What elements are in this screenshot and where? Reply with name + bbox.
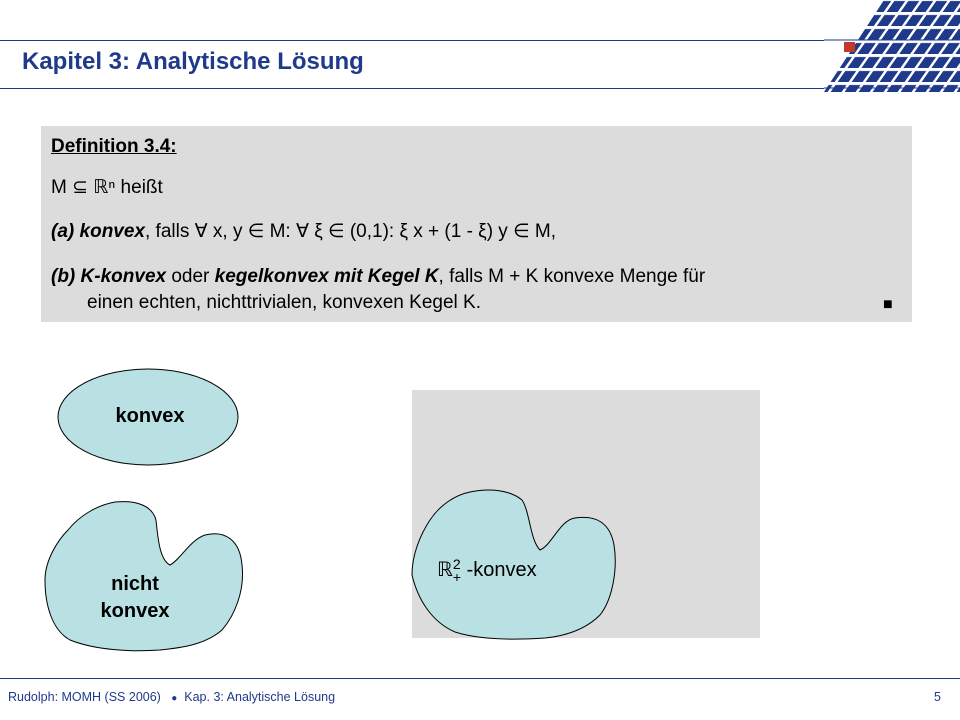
item-a-text: , falls ∀ x, y ∈ M: ∀ ξ ∈ (0,1): ξ x + (1 - ξ) y ∈ M, [145,221,557,242]
qed-symbol: ■ [883,296,893,313]
footer-rule [0,678,960,679]
item-b-mid: oder [166,266,215,287]
rplus-text: -konvex [461,559,537,581]
definition-item-b-cont: einen echten, nichttrivialen, konvexen Kegel K. [87,292,481,313]
footer-author: Rudolph: MOMH (SS 2006) [8,690,161,704]
item-a-label: (a) [51,221,75,242]
rplus-convex-label [437,557,537,584]
item-a-term: konvex [79,221,145,242]
convex-label: konvex [115,405,185,427]
footer-bullet: ● [171,693,178,704]
item-b-label: (b) [51,266,76,287]
definition-intro-text: M ⊆ ℝⁿ heißt [51,177,163,198]
footer-left [8,690,335,704]
rplus-sup: 2 [452,555,461,572]
nonconvex-label-line2: konvex [100,600,170,622]
page-number: 5 [934,690,941,704]
item-b-text: , falls M + K konvexe Menge für [438,266,706,287]
rplus-sub: + [452,568,462,585]
nonconvex-label-line1: nicht [111,573,159,595]
page-title: Kapitel 3: Analytische Lösung [22,48,364,75]
item-b-term1: K-konvex [80,266,167,287]
item-b-term2: kegelkonvex mit Kegel K [214,266,439,287]
rplus-symbol: ℝ [437,557,453,581]
footer-chapter: Kap. 3: Analytische Lösung [184,690,336,704]
definition-heading: Definition 3.4: [51,136,177,157]
